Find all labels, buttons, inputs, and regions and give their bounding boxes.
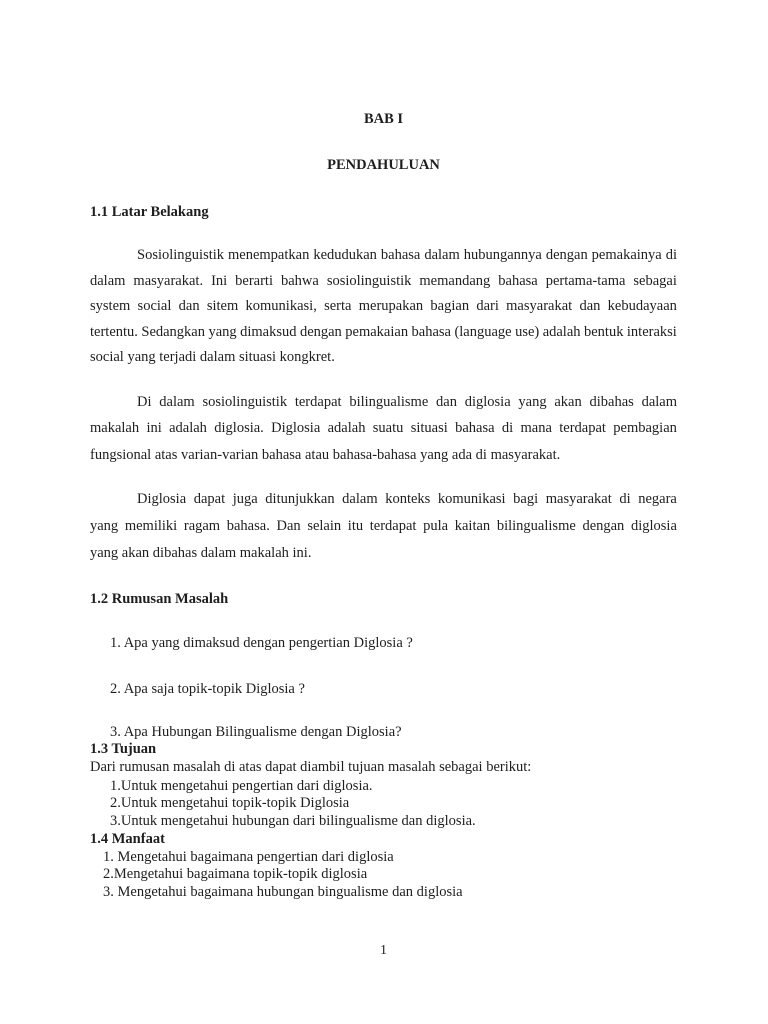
word: pembagian — [613, 420, 677, 436]
paragraph-line: fungsional atas varian-varian bahasa atau bahasa-bahasa yang ada di masyarakat. — [90, 447, 561, 463]
word: adalah — [327, 420, 366, 436]
word: makalah — [90, 420, 140, 436]
word: ragam — [183, 518, 221, 534]
word: dapat — [193, 491, 226, 507]
word: akan — [554, 394, 582, 410]
word: kedudukan — [313, 247, 377, 263]
word: mana — [520, 420, 552, 436]
word: dalam — [424, 247, 460, 263]
word: sitem — [206, 298, 239, 314]
word: use) — [515, 324, 540, 340]
word: terdapat — [369, 518, 417, 534]
word: sebagai — [633, 273, 677, 289]
list-item: 3. Mengetahui bagaimana hubungan bingualisme dan diglosia — [103, 884, 463, 900]
word: bahasa — [411, 324, 451, 340]
paragraph-line — [137, 490, 677, 508]
word: memandang — [419, 273, 491, 289]
word: (language — [454, 324, 512, 340]
word: diglosia — [464, 394, 511, 410]
chapter-title: PENDAHULUAN — [327, 157, 440, 173]
list-item: 1. Apa yang dimaksud dengan pengertian Diglosia ? — [110, 635, 413, 651]
word: situasi — [410, 420, 448, 436]
word: juga — [232, 491, 258, 507]
word: bahasa. — [226, 518, 270, 534]
word: Di — [137, 394, 152, 410]
word: bilingualisme — [496, 518, 576, 534]
list-item: 2.Untuk mengetahui topik-topik Diglosia — [110, 795, 350, 811]
word: berarti — [235, 273, 273, 289]
word: adalah — [542, 324, 581, 340]
word: di — [501, 420, 514, 436]
word: menempatkan — [228, 247, 310, 263]
section-intro: Dari rumusan masalah di atas dapat diambil tujuan masalah sebagai berikut: — [90, 759, 532, 775]
paragraph-line: yang akan dibahas dalam makalah ini. — [90, 545, 312, 561]
word: merupakan — [358, 298, 424, 314]
word: Sedangkan — [141, 324, 205, 340]
word: dalam — [90, 273, 126, 289]
word: serta — [324, 298, 352, 314]
word: Dan — [276, 518, 301, 534]
word: sosiolinguistik — [202, 394, 288, 410]
list-item: 1. Mengetahui bagaimana pengertian dari diglosia — [103, 849, 394, 865]
word: komunikasi — [437, 491, 506, 507]
word: pemakainya — [591, 247, 662, 263]
paragraph-line — [137, 246, 677, 264]
word: bahwa — [280, 273, 319, 289]
word: konteks — [385, 491, 431, 507]
list-item: 1.Untuk mengetahui pengertian dari diglosia. — [110, 778, 373, 794]
word: bagian — [430, 298, 470, 314]
word: pemakaian — [345, 324, 409, 340]
list-item: 2.Mengetahui bagaimana topik-topik diglosia — [103, 866, 368, 882]
paragraph-line — [90, 272, 677, 290]
word: bahasa — [380, 247, 421, 263]
word: bahasa — [498, 273, 538, 289]
word: yang — [518, 394, 547, 410]
word: ini — [146, 420, 162, 436]
word: memiliki — [124, 518, 178, 534]
word: social — [137, 298, 172, 314]
word: sosiolinguistik — [326, 273, 412, 289]
word: diglosia — [630, 518, 677, 534]
section-heading: 1.4 Manfaat — [90, 831, 165, 847]
word: dengan — [299, 324, 342, 340]
word: bagi — [513, 491, 539, 507]
word: kebudayaan — [607, 298, 677, 314]
paragraph-line — [90, 297, 677, 315]
word: dengan — [582, 518, 625, 534]
word: terdapat — [294, 394, 342, 410]
word: adalah — [169, 420, 207, 436]
word: interaksi — [626, 324, 677, 340]
paragraph-line — [90, 323, 677, 341]
word: pertama-tama — [545, 273, 626, 289]
word: pula — [423, 518, 449, 534]
list-item: 2. Apa saja topik-topik Diglosia ? — [110, 681, 305, 697]
word: Sosiolinguistik — [137, 247, 225, 263]
word: dalam — [342, 491, 378, 507]
word: terdapat — [559, 420, 606, 436]
word: dan — [178, 298, 200, 314]
word: bentuk — [583, 324, 624, 340]
list-item: 3. Apa Hubungan Bilingualisme dengan Diglosia? — [110, 724, 402, 740]
word: di — [665, 247, 677, 263]
word: hubungannya — [463, 247, 542, 263]
word: Ini — [211, 273, 228, 289]
word: yang — [208, 324, 237, 340]
word: dan — [579, 298, 601, 314]
word: selain — [307, 518, 342, 534]
chapter-label: BAB I — [363, 111, 404, 127]
word: bilingualisme — [349, 394, 429, 410]
word: suatu — [372, 420, 404, 436]
word: masyarakat. — [133, 273, 204, 289]
word: komunikasi, — [245, 298, 317, 314]
word: dimaksud — [240, 324, 297, 340]
word: dari — [476, 298, 499, 314]
word: masyarakat — [506, 298, 573, 314]
section-heading: 1.1 Latar Belakang — [90, 204, 209, 220]
paragraph-line — [90, 419, 677, 437]
word: kaitan — [454, 518, 491, 534]
word: tertentu. — [90, 324, 138, 340]
word: Diglosia — [137, 491, 187, 507]
list-item: 3.Untuk mengetahui hubungan dari bilingualisme dan diglosia. — [110, 813, 476, 829]
word: system — [90, 298, 131, 314]
word: masyarakat — [545, 491, 612, 507]
word: dibahas — [589, 394, 634, 410]
word: bahasa — [455, 420, 495, 436]
word: itu — [347, 518, 364, 534]
word: Diglosia — [271, 420, 321, 436]
word: ditunjukkan — [265, 491, 335, 507]
page-number: 1 — [380, 943, 387, 958]
word: yang — [90, 518, 119, 534]
paragraph-line — [90, 517, 677, 535]
word: dengan — [545, 247, 588, 263]
word: di — [619, 491, 631, 507]
paragraph-line: social yang terjadi dalam situasi kongkret. — [90, 349, 335, 365]
word: dalam — [641, 394, 677, 410]
paragraph-line — [137, 393, 677, 411]
word: diglosia. — [214, 420, 264, 436]
section-heading: 1.3 Tujuan — [90, 741, 157, 757]
section-heading: 1.2 Rumusan Masalah — [90, 591, 229, 607]
word: dan — [436, 394, 457, 410]
word: dalam — [159, 394, 195, 410]
word: negara — [638, 491, 677, 507]
